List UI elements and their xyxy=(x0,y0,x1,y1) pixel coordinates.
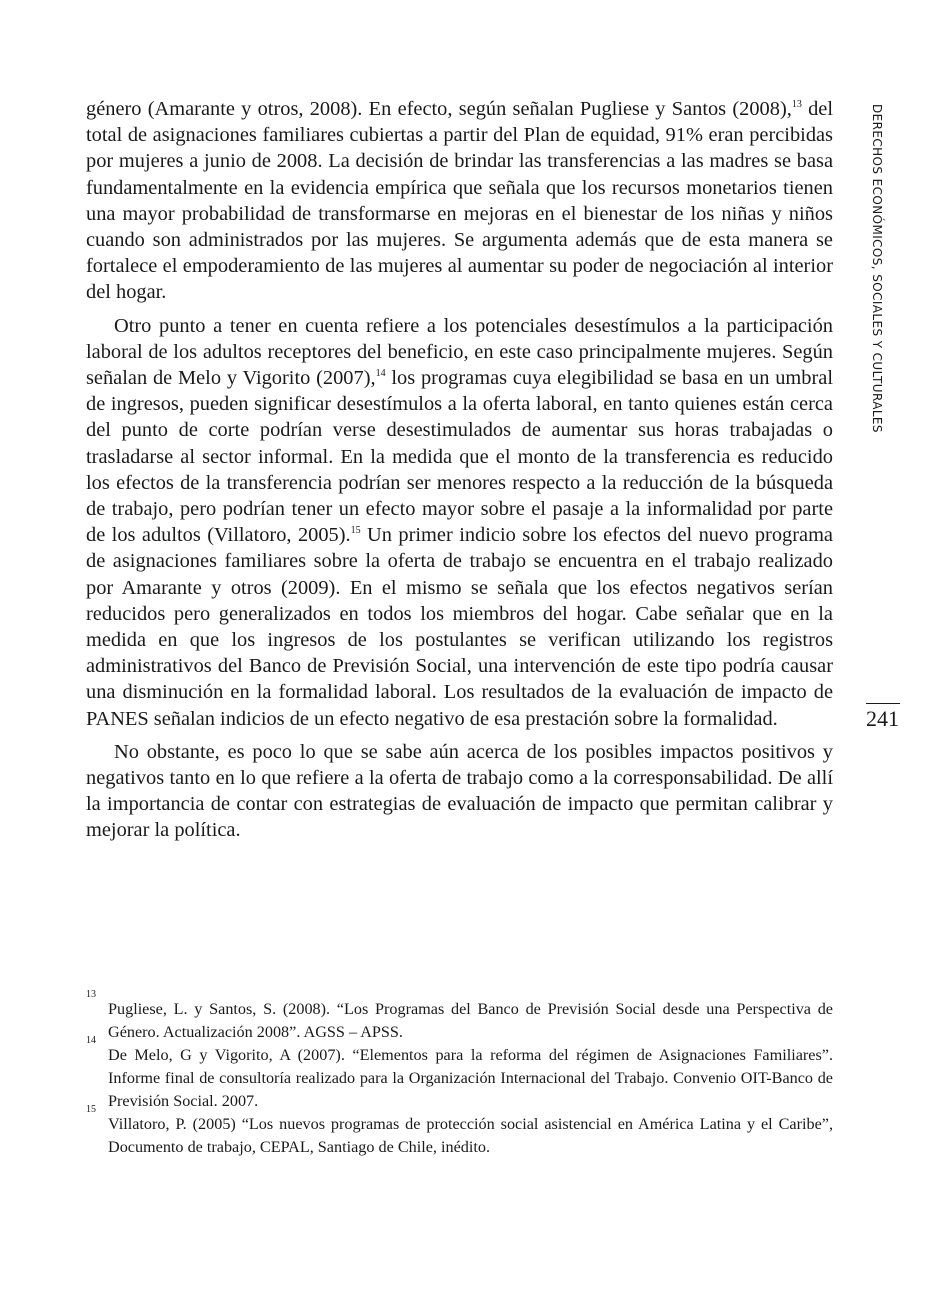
footnote-text: De Melo, G y Vigorito, A (2007). “Elementos para la reforma del régimen de Asignaciones Familiares”. Informe final de consultoría realizado para la Organización Internacional del Trabajo. Convenio OIT-Banco de Previsión Social. 2007. xyxy=(108,1046,833,1110)
paragraph-text: género (Amarante y otros, 2008). En efecto, según señalan Pugliese y Santos (2008), xyxy=(86,98,792,120)
paragraph-text: del total de asignaciones familiares cubiertas a partir del Plan de equidad, 91% eran percibidas por mujeres a junio de 2008. La decisión de brindar las transferencias a las madres se basa fundamentalmente en la evidencia empírica que señala que los recursos monetarios tienen una mayor probabilidad de transformarse en mejoras en el bienestar de los niñas y niños cuando son administrados por las mujeres. Se argumenta además que de esta manera se fortalece el empoderamiento de las mujeres al aumentar su poder de negociación al interior del hogar. xyxy=(86,98,833,304)
footnote-ref: 14 xyxy=(375,368,386,380)
footnote-text: Villatoro, P. (2005) “Los nuevos programas de protección social asistencial en América Latina y el Caribe”, Documento de trabajo, CEPAL, Santiago de Chile, inédito. xyxy=(108,1115,833,1156)
footnote-number: 15 xyxy=(86,1104,96,1115)
footnotes xyxy=(86,989,833,1159)
paragraph-text: Un primer indicio sobre los efectos del nuevo programa de asignaciones familiares sobre la oferta de trabajo se encuentra en el trabajo realizado por Amarante y otros (2009). En el mismo se señala que los efectos negativos serían reducidos pero generalizados en todos los miembros del hogar. Cabe señalar que en la medida en que los ingresos de los postulantes se verifican utilizando los registros administrativos del Banco de Previsión Social, una intervención de este tipo podría causar una disminución en la formalidad laboral. Los resultados de la evaluación de impacto de PANES señalan indicios de un efecto negativo de esa prestación sobre la formalidad. xyxy=(86,524,833,730)
paragraph-text: No obstante, es poco lo que se sabe aún acerca de los posibles impactos positivos y negativos tanto en lo que refiere a la oferta de trabajo como a la corresponsabilidad. De allí la importancia de contar con estrategias de evaluación de impacto que permitan calibrar y mejorar la política. xyxy=(86,740,833,842)
footnote-text: Pugliese, L. y Santos, S. (2008). “Los Programas del Banco de Previsión Social desde una Perspectiva de Género. Actualización 2008”. AGSS – APSS. xyxy=(108,1000,833,1041)
footnote xyxy=(86,1104,833,1159)
paragraph xyxy=(86,739,833,844)
running-head: DERECHOS ECONÓMICOS, SOCIALES Y CULTURALES xyxy=(870,104,884,433)
paragraph-text: Otro punto a tener en cuenta refiere a los potenciales desestímulos a la participación laboral de los adultos receptores del beneficio, en este caso principalmente mujeres. Según señalan de Melo y Vigorito (2007), xyxy=(86,314,833,390)
footnote xyxy=(86,1035,833,1113)
footnote-ref: 15 xyxy=(350,525,361,537)
footnote-ref: 13 xyxy=(791,99,802,111)
footnote xyxy=(86,989,833,1044)
paragraph-text: los programas cuya elegibilidad se basa en un umbral de ingresos, pueden significar desestímulos a la oferta laboral, en tanto quienes están cerca del punto de corte podrían verse desestimulados de aumentar sus horas trabajadas o trasladarse al sector informal. En la medida que el monto de la transferencia es reducido los efectos de la transferencia podrían ser menores respecto a la reducción de la búsqueda de trabajo, pero podrían tener un efecto mayor sobre el pasaje a la informalidad por parte de los adultos (Villatoro, 2005). xyxy=(86,367,833,547)
page-number: 241 xyxy=(866,706,899,731)
body-text xyxy=(86,96,833,851)
page-number-rule xyxy=(866,703,900,704)
footnote-number: 14 xyxy=(86,1035,96,1046)
paragraph xyxy=(86,313,833,732)
paragraph xyxy=(86,96,833,306)
footnote-number: 13 xyxy=(86,989,96,1000)
